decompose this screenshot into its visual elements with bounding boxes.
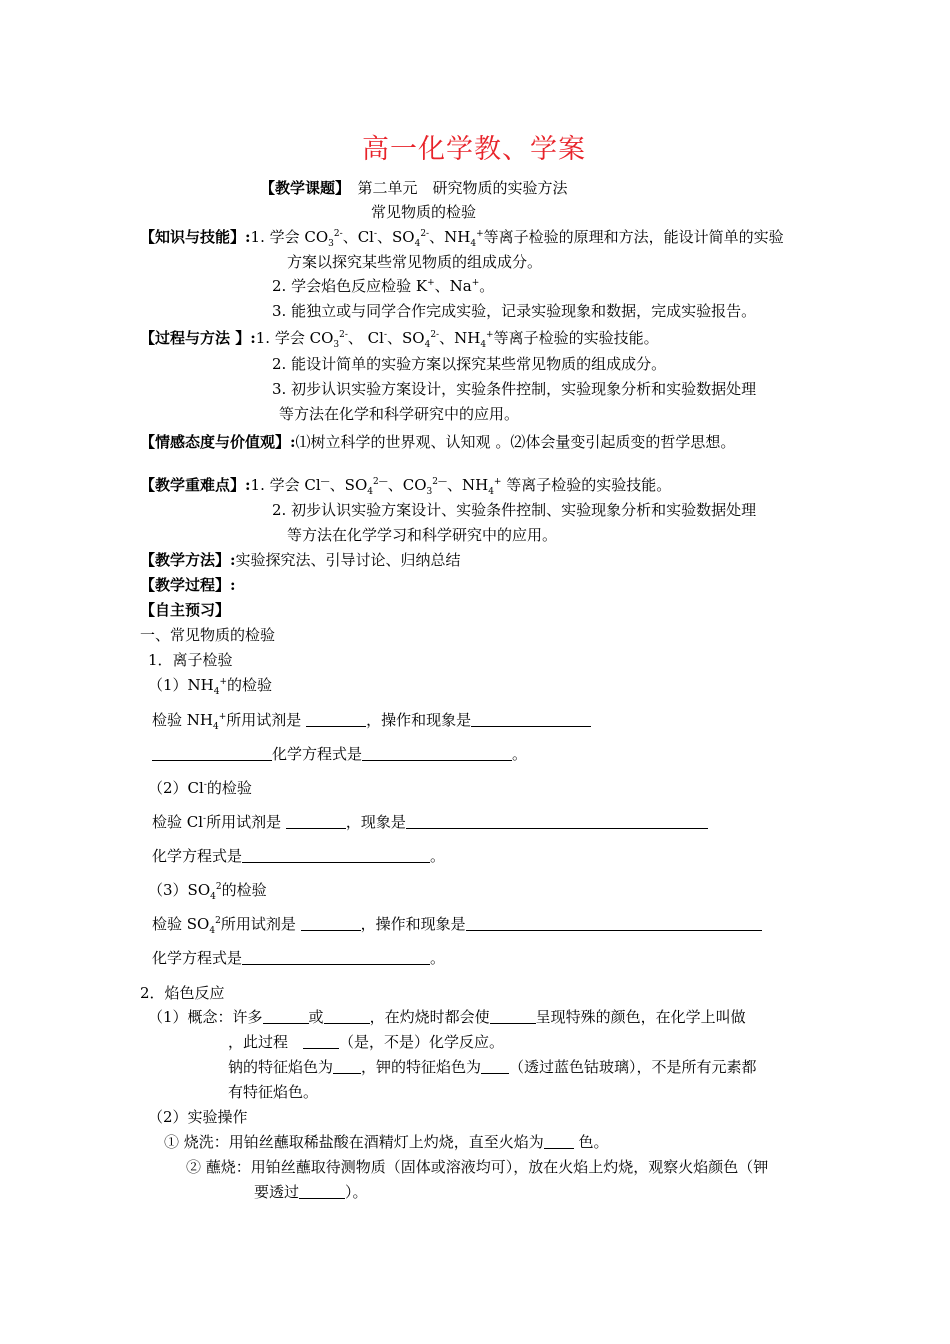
text: 、 Cl bbox=[347, 329, 384, 347]
text: 等离子检验的实验技能。 bbox=[493, 329, 659, 347]
text: 、SO bbox=[377, 228, 415, 246]
superscript: - bbox=[373, 229, 378, 239]
subscript: 4 bbox=[480, 340, 487, 350]
flame-operation-1 bbox=[164, 1132, 609, 1152]
document-title: 高一化学教、学案 bbox=[362, 134, 586, 165]
text: 化学方程式是 bbox=[152, 949, 243, 967]
superscript: 2- bbox=[339, 330, 348, 340]
nh4-question-2 bbox=[152, 744, 527, 764]
cl-question-2 bbox=[152, 846, 445, 866]
text: 的检验 bbox=[221, 881, 267, 899]
procedure-label: 【教学过程】: bbox=[140, 576, 236, 594]
text: （是，不是）化学反应。 bbox=[339, 1033, 505, 1051]
subscript: 4 bbox=[209, 926, 216, 936]
superscript: + bbox=[476, 229, 484, 239]
topic-line2: 常见物质的检验 bbox=[371, 203, 477, 221]
nh4-heading bbox=[148, 675, 272, 695]
flame-sodium-blank[interactable] bbox=[333, 1058, 361, 1074]
superscript: 2 bbox=[215, 882, 222, 892]
keypoints-item-2-cont: 等方法在化学学习和科学研究中的应用。 bbox=[287, 526, 558, 544]
methods-text: 实验探究法、引导讨论、归纳总结 bbox=[235, 551, 461, 569]
text: ，此过程 bbox=[228, 1033, 289, 1051]
text: 、NH bbox=[429, 228, 471, 246]
text: 1. 学会 CO bbox=[250, 228, 329, 246]
flame-operation-heading: （2）实验操作 bbox=[148, 1108, 248, 1126]
text: 所用试剂是 bbox=[226, 711, 302, 729]
process-item-2: 2. 能设计简单的实验方案以探究某些常见物质的组成成分。 bbox=[272, 355, 667, 373]
flame-blank-4[interactable] bbox=[303, 1033, 339, 1049]
methods-label: 【教学方法】: bbox=[140, 551, 236, 569]
text: 、SO bbox=[387, 329, 425, 347]
attitude-line bbox=[140, 432, 735, 452]
so4-equation-blank[interactable] bbox=[242, 949, 430, 965]
text: 。 bbox=[479, 277, 495, 295]
attitude-label: 【情感态度与价值观】: bbox=[140, 433, 296, 451]
flame-color-blank[interactable] bbox=[544, 1133, 574, 1149]
text: 等离子检验的原理和方法，能设计简单的实验 bbox=[483, 228, 784, 246]
text: 、Na bbox=[434, 277, 472, 295]
cl-question-1 bbox=[152, 812, 708, 832]
knowledge-item-3: 3. 能独立或与同学合作完成实验，记录实验现象和数据，完成实验报告。 bbox=[272, 302, 757, 320]
subscript: 4 bbox=[367, 487, 373, 497]
so4-question-2 bbox=[152, 948, 445, 968]
superscript: - bbox=[383, 330, 387, 340]
text: 。 bbox=[430, 949, 446, 967]
nh4-equation-blank[interactable] bbox=[362, 745, 512, 761]
text: 化学方程式是 bbox=[152, 847, 243, 865]
subscript: 4 bbox=[213, 687, 220, 697]
nh4-reagent-blank[interactable] bbox=[306, 711, 366, 727]
superscript: 2- bbox=[333, 229, 343, 239]
superscript: 2- bbox=[430, 330, 440, 340]
cl-heading bbox=[148, 778, 252, 798]
process-item-1 bbox=[140, 328, 659, 348]
flame-cobalt-blank[interactable] bbox=[299, 1183, 345, 1199]
subscript: 4 bbox=[210, 892, 216, 902]
cl-phenomenon-blank[interactable] bbox=[406, 813, 708, 829]
flame-blank-3[interactable] bbox=[490, 1008, 536, 1024]
text: ① 烧洗：用铂丝蘸取稀盐酸在酒精灯上灼烧，直至火焰为 bbox=[164, 1133, 544, 1151]
text: 或 bbox=[308, 1008, 324, 1026]
text: 呈现特殊的颜色，在化学上叫做 bbox=[535, 1008, 746, 1026]
flame-blank-1[interactable] bbox=[263, 1008, 309, 1024]
text: 检验 NH bbox=[152, 711, 213, 729]
text: ，操作和现象是 bbox=[360, 915, 466, 933]
knowledge-item-1-cont: 方案以探究某些常见物质的组成成分。 bbox=[287, 253, 543, 271]
flame-blank-2[interactable] bbox=[324, 1008, 370, 1024]
text: 所用试剂是 bbox=[220, 915, 296, 933]
superscript: + bbox=[219, 677, 228, 687]
nh4-operation-blank-cont[interactable] bbox=[152, 745, 272, 761]
subscript: 4 bbox=[424, 340, 431, 350]
superscript: + bbox=[218, 712, 227, 722]
text: （透过蓝色钴玻璃），不是所有元素都 bbox=[509, 1058, 757, 1076]
flame-potassium-blank[interactable] bbox=[481, 1058, 509, 1074]
superscript: 2— bbox=[372, 477, 388, 487]
text: （3）SO bbox=[148, 881, 211, 899]
nh4-operation-blank[interactable] bbox=[471, 711, 591, 727]
subscript: 3 bbox=[328, 239, 334, 249]
text: （1）NH bbox=[148, 676, 214, 694]
topic-label: 【教学课题】 bbox=[260, 179, 343, 197]
text: 、NH bbox=[439, 329, 481, 347]
text: ）。 bbox=[345, 1183, 368, 1201]
keypoints-item-2: 2. 初步认识实验方案设计、实验条件控制、实验现象分析和实验数据处理 bbox=[272, 501, 757, 519]
text: 所用试剂是 bbox=[206, 813, 282, 831]
text: 色。 bbox=[573, 1133, 609, 1151]
text: 、SO bbox=[329, 476, 368, 494]
superscript: - bbox=[203, 780, 207, 790]
superscript: + bbox=[493, 477, 502, 487]
text: 检验 Cl bbox=[152, 813, 204, 831]
subsection-ion-test: 1．离子检验 bbox=[148, 651, 233, 669]
text: ，操作和现象是 bbox=[366, 711, 472, 729]
text: （1）概念：许多 bbox=[148, 1008, 263, 1026]
text: ，在灼烧时都会使 bbox=[369, 1008, 490, 1026]
attitude-text: ⑴树立科学的世界观、认知观 。⑵体会量变引起质变的哲学思想。 bbox=[295, 433, 736, 451]
text: 。 bbox=[512, 745, 528, 763]
text: 的检验 bbox=[206, 779, 252, 797]
superscript: — bbox=[320, 477, 330, 487]
keypoints-label: 【教学重难点】: bbox=[140, 476, 251, 494]
flame-concept-2 bbox=[228, 1032, 504, 1052]
superscript: 2— bbox=[432, 477, 447, 487]
process-item-3-cont: 等方法在化学和科学研究中的应用。 bbox=[279, 405, 520, 423]
text: 化学方程式是 bbox=[272, 745, 363, 763]
flame-operation-2-cont bbox=[254, 1182, 368, 1202]
text: 检验 SO bbox=[152, 915, 210, 933]
text: 2. 学会焰色反应检验 K bbox=[272, 277, 428, 295]
knowledge-item-1 bbox=[140, 227, 784, 247]
so4-question-1 bbox=[152, 914, 762, 934]
text: 钠的特征焰色为 bbox=[228, 1058, 334, 1076]
knowledge-label: 【知识与技能】: bbox=[140, 228, 251, 246]
subscript: 3 bbox=[426, 487, 433, 497]
cl-reagent-blank[interactable] bbox=[286, 813, 346, 829]
text: 、NH bbox=[446, 476, 489, 494]
text: 。 bbox=[430, 847, 446, 865]
process-item-3: 3. 初步认识实验方案设计，实验条件控制，实验现象分析和实验数据处理 bbox=[272, 380, 757, 398]
topic-line bbox=[260, 178, 568, 198]
text: 1. 学会 Cl bbox=[250, 476, 321, 494]
text: （2）Cl bbox=[148, 779, 204, 797]
flame-concept-3 bbox=[228, 1057, 757, 1077]
text: 、Cl bbox=[342, 228, 374, 246]
flame-operation-2: ② 蘸烧：用铂丝蘸取待测物质（固体或溶液均可），放在火焰上灼烧，观察火焰颜色（钾 bbox=[186, 1158, 769, 1176]
process-label: 【过程与方法 】: bbox=[140, 329, 256, 347]
superscript: + bbox=[486, 330, 494, 340]
topic-text: 第二单元 研究物质的实验方法 bbox=[357, 179, 568, 197]
flame-concept-1 bbox=[148, 1007, 746, 1027]
subscript: 4 bbox=[470, 239, 477, 249]
text: 、CO bbox=[387, 476, 427, 494]
text: 等离子检验的实验技能。 bbox=[501, 476, 672, 494]
text: 的检验 bbox=[227, 676, 273, 694]
keypoints-item-1 bbox=[140, 475, 671, 495]
text: ，现象是 bbox=[345, 813, 406, 831]
preview-label: 【自主预习】 bbox=[140, 601, 231, 619]
nh4-question-1 bbox=[152, 710, 591, 730]
text: 要透过 bbox=[254, 1183, 300, 1201]
cl-equation-blank[interactable] bbox=[242, 847, 430, 863]
so4-reagent-blank[interactable] bbox=[301, 915, 361, 931]
knowledge-item-2 bbox=[272, 276, 494, 296]
methods-line bbox=[140, 550, 461, 570]
subscript: 4 bbox=[212, 722, 219, 732]
subscript: 4 bbox=[414, 239, 421, 249]
superscript: + bbox=[427, 278, 435, 288]
so4-heading bbox=[148, 880, 267, 900]
section-1-heading: 一、常见物质的检验 bbox=[140, 626, 276, 644]
superscript: + bbox=[471, 278, 480, 288]
flame-concept-4: 有特征焰色。 bbox=[228, 1083, 319, 1101]
text: 1. 学会 CO bbox=[255, 329, 334, 347]
superscript: - bbox=[203, 814, 207, 824]
so4-operation-blank[interactable] bbox=[466, 915, 762, 931]
superscript: 2- bbox=[420, 229, 430, 239]
text: ，钾的特征焰色为 bbox=[361, 1058, 482, 1076]
subscript: 3 bbox=[333, 340, 340, 350]
flame-heading: 2．焰色反应 bbox=[140, 984, 225, 1002]
superscript: 2 bbox=[215, 916, 221, 926]
subscript: 4 bbox=[488, 487, 494, 497]
